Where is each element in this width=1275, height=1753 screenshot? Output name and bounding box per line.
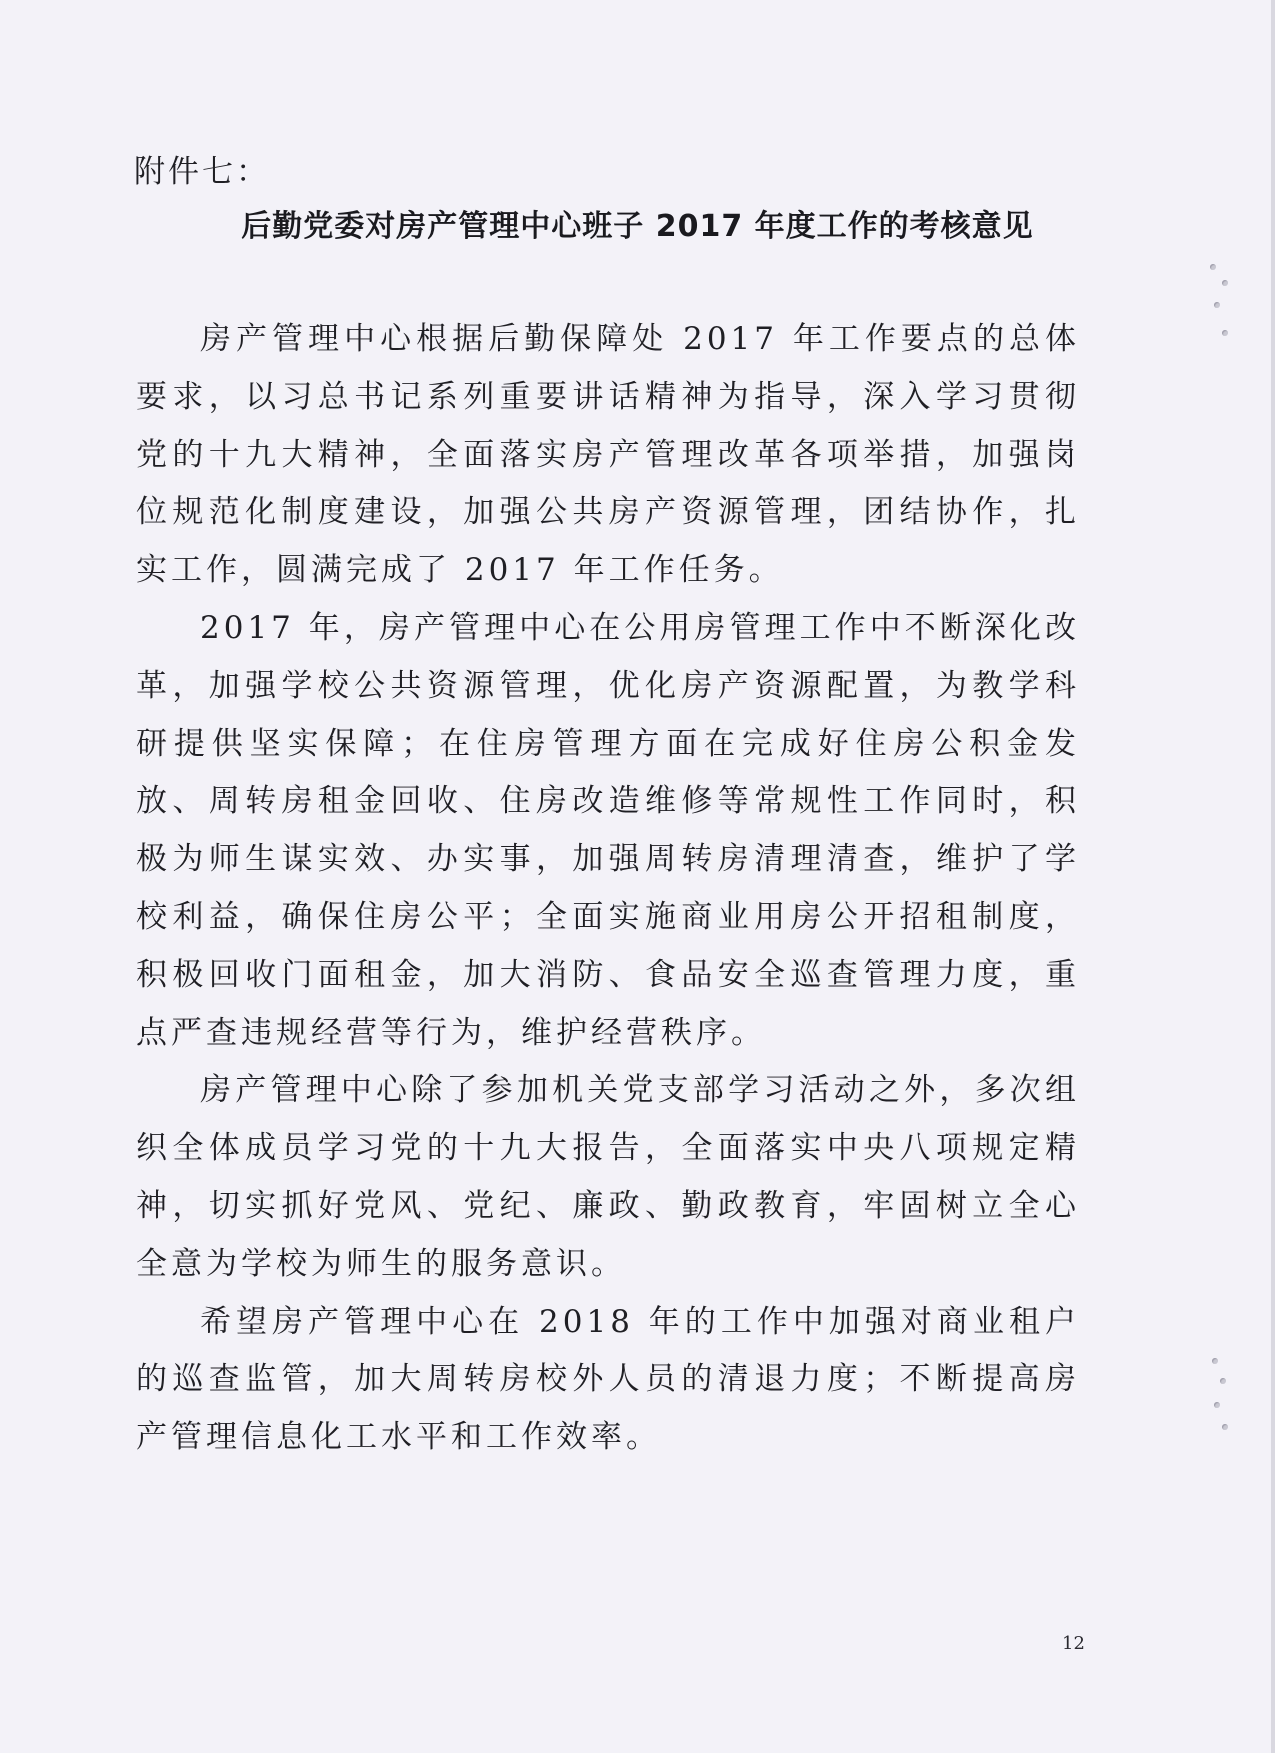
binding-hole — [1220, 1378, 1226, 1384]
attachment-label: 附件七： — [134, 154, 270, 190]
binding-hole — [1214, 302, 1220, 308]
binding-hole — [1222, 280, 1228, 286]
document-title: 后勤党委对房产管理中心班子 2017 年度工作的考核意见 — [241, 209, 1034, 244]
paragraph-1: 房产管理中心根据后勤保障处 2017 年工作要点的总体要求，以习总书记系列重要讲话精神为指导，深入学习贯彻党的十九大精神，全面落实房产管理改革各项举措，加强岗位规范化制度建设，加强公共房产资源管理，团结协作，扎实工作，圆满完成了 2017 年工作任务。 — [136, 321, 1080, 589]
scan-edge — [1271, 0, 1275, 1753]
binding-hole — [1214, 1402, 1220, 1408]
document-body — [136, 311, 1080, 1467]
binding-hole — [1212, 1358, 1218, 1364]
binding-hole — [1222, 1424, 1228, 1430]
paragraph-4: 希望房产管理中心在 2018 年的工作中加强对商业租户的巡查监管，加大周转房校外人员的清退力度；不断提高房产管理信息化工水平和工作效率。 — [136, 1303, 1080, 1456]
binding-hole — [1222, 330, 1228, 336]
paragraph-2: 2017 年，房产管理中心在公用房管理工作中不断深化改革，加强学校公共资源管理，优化房产资源配置，为教学科研提供坚实保障；在住房管理方面在完成好住房公积金发放、周转房租金回收、住房改造维修等常规性工作同时，积极为师生谋实效、办实事，加强周转房清理清查，维护了学校利益，确保住房公平；全面实施商业用房公开招租制度，积极回收门面租金，加大消防、食品安全巡查管理力度，重点严查违规经营等行为，维护经营秩序。 — [136, 609, 1080, 1051]
paragraph-3: 房产管理中心除了参加机关党支部学习活动之外，多次组织全体成员学习党的十九大报告，全面落实中央八项规定精神，切实抓好党风、党纪、廉政、勤政教育，牢固树立全心全意为学校为师生的服务意识。 — [136, 1072, 1080, 1282]
binding-hole — [1210, 264, 1216, 270]
page-number: 12 — [1062, 1633, 1085, 1654]
